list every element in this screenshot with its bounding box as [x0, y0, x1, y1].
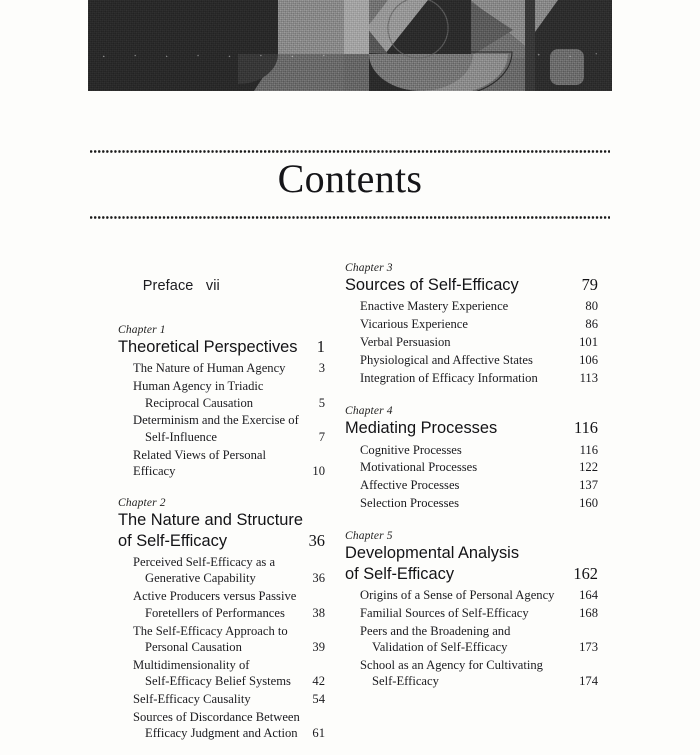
toc-entry-text: Origins of a Sense of Personal Agency [360, 588, 555, 603]
toc-entry[interactable] [118, 588, 325, 621]
chapter-block [345, 262, 598, 386]
chapter-entries [345, 298, 598, 386]
toc-entry-text: Active Producers versus Passive [133, 589, 297, 604]
toc-entry-text: Selection Processes [360, 496, 459, 511]
toc-entry-text: Related Views of Personal Efficacy [133, 447, 266, 479]
toc-entry[interactable] [345, 442, 598, 458]
toc-entry-page: 116 [579, 442, 598, 457]
toc-entry-text: Enactive Mastery Experience [360, 299, 509, 314]
toc-entry-text-cont: Foretellers of Performances [145, 605, 285, 620]
dotted-rule-top [90, 150, 610, 153]
toc-entry[interactable] [118, 657, 325, 690]
chapter-label: Chapter 1 [118, 324, 166, 336]
toc-entry-page: 42 [312, 674, 325, 689]
front-matter-label: Preface [142, 278, 194, 294]
toc-entry[interactable] [345, 298, 598, 314]
toc-entry-page: 174 [579, 674, 598, 689]
toc-entry-page: 173 [579, 640, 598, 655]
toc-entry-text: Affective Processes [360, 478, 460, 493]
toc-entry-text: Multidimensionality of [133, 657, 250, 672]
toc-entry-text: Sources of Discordance Between [133, 709, 300, 724]
toc-entry[interactable] [118, 447, 325, 480]
toc-entry-page: 54 [312, 691, 325, 706]
toc-entry-page: 137 [579, 478, 598, 493]
toc-entry[interactable] [345, 605, 598, 621]
contents-column-left [118, 262, 325, 755]
toc-entry-text: Cognitive Processes [360, 442, 462, 457]
toc-entry-page: 36 [312, 571, 325, 586]
chapter-label: Chapter 4 [345, 405, 393, 418]
toc-entry[interactable] [345, 495, 598, 511]
toc-entry[interactable] [118, 691, 325, 707]
toc-entry-text: The Nature of Human Agency [133, 361, 286, 376]
toc-entry[interactable] [118, 412, 325, 445]
toc-entry[interactable] [118, 360, 325, 376]
chapter-title: Sources of Self-Efficacy [345, 276, 519, 294]
chapter-page-number: 162 [573, 563, 598, 583]
chapter-block [118, 497, 325, 741]
toc-entry-text: Perceived Self-Efficacy as a [133, 555, 276, 570]
toc-entry-page: 3 [318, 361, 325, 376]
toc-entry[interactable] [118, 378, 325, 411]
toc-entry[interactable] [345, 370, 598, 386]
toc-entry-page: 160 [579, 496, 598, 511]
toc-entry-page: 80 [585, 299, 598, 314]
toc-entry-text: Familial Sources of Self-Efficacy [360, 606, 529, 621]
chapter-title-line2: of Self-Efficacy [118, 531, 228, 550]
chapter-label: Chapter 3 [345, 262, 393, 274]
toc-entry-text: Vicarious Experience [360, 317, 468, 332]
chapter-title: Mediating Processes [345, 419, 498, 438]
toc-entry-page: 86 [585, 317, 598, 332]
toc-entry-text-cont: Self-Efficacy [372, 674, 439, 689]
toc-entry-text: Peers and the Broadening and [360, 623, 511, 638]
front-matter-page: vii [205, 278, 220, 294]
cover-artwork-band [88, 0, 612, 91]
toc-entry-page: 113 [579, 370, 598, 385]
toc-entry[interactable] [118, 709, 325, 742]
abstract-geometric-artwork [88, 0, 612, 91]
toc-entry-page: 61 [312, 726, 325, 741]
toc-entry-text-cont: Validation of Self-Efficacy [372, 640, 508, 655]
toc-entry[interactable] [345, 587, 598, 603]
toc-entry[interactable] [345, 477, 598, 493]
chapter-entries [345, 587, 598, 690]
chapter-title-row[interactable] [345, 275, 598, 295]
toc-entry-text-cont: Self-Efficacy Belief Systems [145, 674, 291, 689]
toc-entry-text-cont: Personal Causation [145, 639, 242, 654]
toc-entry-text: Self-Efficacy Causality [133, 691, 251, 706]
toc-entry-page: 5 [318, 395, 325, 410]
toc-entry-text-cont: Reciprocal Causation [145, 395, 254, 410]
chapter-entries [345, 442, 598, 512]
chapter-page-number: 116 [574, 418, 598, 438]
toc-entry-page: 39 [312, 639, 325, 654]
toc-entry-page: 7 [318, 429, 325, 444]
chapter-title-row[interactable] [345, 418, 598, 438]
chapter-title-row-line2[interactable] [345, 564, 598, 584]
chapter-page-number: 36 [308, 530, 325, 550]
contents-column-right [345, 262, 598, 703]
chapter-label: Chapter 5 [345, 530, 393, 543]
chapter-block [345, 405, 598, 511]
toc-entry-text: Motivational Processes [360, 460, 478, 475]
chapter-title: Developmental Analysis [345, 544, 520, 563]
chapter-title-row[interactable] [118, 510, 325, 530]
toc-entry-page: 122 [579, 460, 598, 475]
chapter-label: Chapter 2 [118, 497, 166, 510]
front-matter-preface[interactable] [118, 262, 325, 310]
chapter-page-number: 79 [581, 275, 598, 294]
chapter-title-line2: of Self-Efficacy [345, 564, 455, 583]
toc-entry[interactable] [345, 623, 598, 656]
toc-entry-text: Human Agency in Triadic [133, 379, 264, 394]
toc-entry-page: 168 [579, 606, 598, 621]
toc-entry[interactable] [345, 352, 598, 368]
toc-entry-page: 164 [579, 588, 598, 603]
chapter-block [118, 324, 325, 479]
dotted-rule-bottom [90, 216, 610, 219]
toc-entry[interactable] [345, 316, 598, 332]
toc-entry[interactable] [345, 459, 598, 475]
toc-entry-text: Physiological and Affective States [360, 352, 533, 367]
toc-entry-page: 101 [579, 335, 598, 350]
chapter-entries [118, 554, 325, 741]
page-title: Contents [277, 156, 423, 201]
chapter-entries [118, 360, 325, 479]
chapter-title: Theoretical Perspectives [118, 338, 298, 356]
toc-entry[interactable] [118, 623, 325, 656]
toc-entry-text-cont: Generative Capability [145, 571, 256, 586]
chapter-title-row[interactable] [345, 543, 598, 563]
toc-entry-text: School as an Agency for Cultivating [360, 658, 543, 673]
toc-entry-page: 10 [312, 464, 325, 479]
toc-entry-text-cont: Self-Influence [145, 429, 218, 444]
toc-entry[interactable] [345, 657, 598, 690]
toc-entry[interactable] [345, 334, 598, 350]
toc-entry-page: 38 [312, 605, 325, 620]
toc-entry-text: Integration of Efficacy Information [360, 370, 538, 385]
chapter-page-number: 1 [316, 337, 325, 356]
chapter-title-row-line2[interactable] [118, 531, 325, 551]
toc-entry[interactable] [118, 554, 325, 587]
toc-entry-text: Verbal Persuasion [360, 335, 451, 350]
chapter-title-row[interactable] [118, 337, 325, 357]
toc-entry-page: 106 [579, 352, 598, 367]
chapter-block [345, 530, 598, 689]
toc-entry-text-cont: Efficacy Judgment and Action [145, 726, 298, 741]
toc-entry-text: The Self-Efficacy Approach to [133, 623, 288, 638]
chapter-title: The Nature and Structure [118, 511, 303, 530]
toc-entry-text: Determinism and the Exercise of [133, 413, 299, 428]
